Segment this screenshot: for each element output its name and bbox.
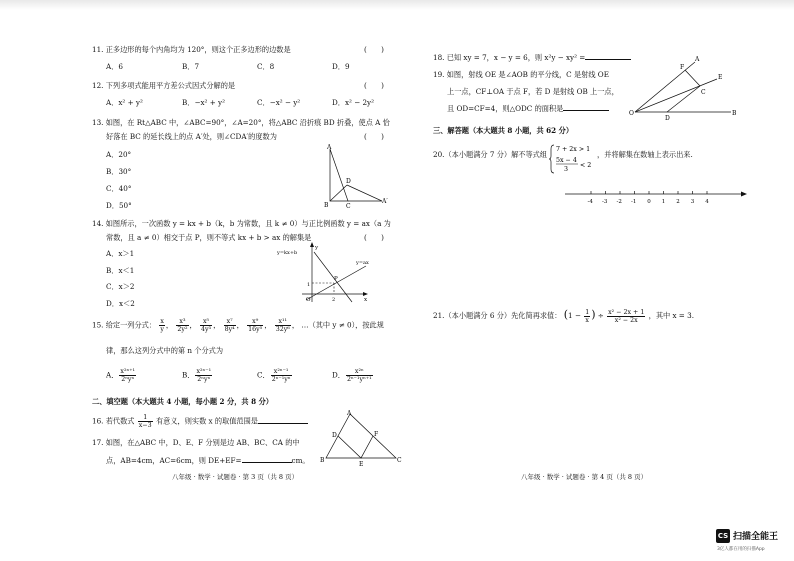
number-line-tick-label: -3 (602, 199, 608, 205)
fig13-label-a: A (327, 144, 332, 151)
fig19-label-a: A (695, 56, 700, 63)
q15-seq-term-5: $\frac{\text{x⁹}}{\text{16y⁵}}$ (248, 318, 263, 333)
camscanner-tagline: 3亿人都在用的扫描App (717, 547, 765, 552)
q16-answer-blank (258, 416, 308, 424)
q15-seq-term-6: $\frac{\text{x¹¹}}{\text{32y⁶}}$ (275, 318, 290, 333)
fig19-label-d: D (665, 115, 670, 120)
camscanner-brand: 扫描全能王 (733, 532, 779, 542)
q20-ineq-2-num: 5x − 4 (556, 157, 577, 164)
fig19-label-b: B (732, 110, 737, 117)
q15-seq-term-4: $\frac{\text{x⁷}}{\text{8y⁴}}$ (224, 318, 235, 333)
q18-answer-blank (585, 52, 631, 60)
q19-stem-line1: 19. 如图，射线 OE 是∠AOB 的平分线，C 是射线 OE (433, 70, 609, 79)
q13-option-d: D．50° (106, 201, 132, 210)
number-line-tick-label: -1 (631, 199, 637, 205)
q13-figure (318, 143, 394, 209)
fig17-label-d: D (332, 432, 337, 439)
q15-seq-term-1: $\frac{x}{y}$ (160, 318, 164, 333)
section-3-heading: 三、解答题（本大题共 8 小题，共 62 分） (433, 126, 574, 135)
q19-answer-blank (563, 103, 609, 111)
fig13-label-a-prime: A′ (382, 198, 388, 205)
fig17-label-b: B (320, 457, 325, 464)
q14-figure (276, 242, 370, 304)
fig13-label-d: D (346, 178, 351, 185)
q21-stem: 21.（本小题满分 6 分）先化简再求值： (1 − $\frac{1}{x}$ ) ÷ $\frac{\text{x² − 2x + 1}}{\text{x² − 2x}}$ ，其中 x = 3. (433, 308, 694, 324)
fig14-label-o: O (306, 297, 311, 303)
fig14-label-y: y (315, 245, 319, 251)
fig14-label-x: x (364, 297, 368, 303)
fig19-label-e: E (718, 74, 723, 81)
number-line-tick-label: 3 (690, 199, 695, 205)
fig14-tick-x2: 2 (332, 297, 336, 303)
q15-seq-term-2: $\frac{\text{x³}}{\text{2y²}}$ (177, 318, 188, 333)
q15-option-c: C． $\frac{\text{x²ⁿ⁻¹}}{\text{2ⁿ⁻¹yⁿ}}$ (257, 368, 291, 383)
q20-ineq-2-den: 3 (564, 166, 569, 173)
q18-stem: 18. 已知 xy = 7，x − y = 6，则 x²y − xy² = (433, 52, 631, 62)
q15-option-a: A． $\frac{\text{x²ⁿ⁺¹}}{\text{2ⁿyⁿ}}$ (106, 368, 136, 383)
q11-option-c: C．8 (257, 62, 275, 71)
q17-stem-line1: 17. 如图，在△ABC 中，D、E、F 分别是边 AB、BC、CA 的中 (92, 438, 300, 447)
fig14-label-line2: y=ax (356, 260, 369, 266)
q11-answer-paren: ( ) (364, 45, 384, 54)
q12-option-b: B．−x² + y² (182, 98, 225, 107)
q13-option-a: A．20° (106, 150, 132, 159)
q13-stem-line1: 13. 如图，在 Rt△ABC 中，∠ABC=90°，∠A=20°，将△ABC 沿折痕 BD 折叠，使点 A 恰 (92, 118, 390, 127)
q20-ineq-1: 7 + 2x > 1 (556, 146, 591, 153)
q12-option-d: D．x² − 2y² (332, 98, 374, 107)
fig14-label-line1: y=kx+b (277, 250, 298, 256)
q14-stem-line1: 14. 如图所示，一次函数 y = kx + b（k，b 为常数，且 k ≠ 0）与正比例函数 y = ax（a 为 (92, 219, 391, 228)
page-3-footer: 八年级 · 数学 · 试题卷 · 第 3 页（共 8 页） (172, 473, 299, 481)
number-line-tick-label: -2 (616, 199, 622, 205)
fig17-label-c: C (397, 457, 402, 464)
q15-option-d: D． $\frac{\text{x²ⁿ}}{\text{2ⁿ⁻¹yⁿ⁺¹}}$ (332, 368, 372, 383)
q13-option-c: C．40° (106, 184, 132, 193)
q20-stem-post: ，并将解集在数轴上表示出来. (597, 150, 693, 159)
q11-stem: 11. 正多边形的每个内角均为 120°，则这个正多边形的边数是 (92, 45, 291, 54)
q20-stem-pre: 20.（本小题满分 7 分）解不等式组 (433, 150, 548, 159)
q19-stem-line2: 上一点，CF⊥OA 于点 F，若 D 是射线 OB 上一点， (447, 87, 619, 96)
q15-stem-line1: 15. 给定一列分式： $\frac{x}{y}$ ， $\frac{\text{x³}}{\text{2y²}}$ ， $\frac{\text{x⁵}}{\text{4y³}}$ ， $\frac{\text{x⁷}}{\text{8y⁴}}$ ， $\frac{\text{x⁹}}{\text{16y⁵}}$ ， $\frac{\text{x¹¹}}{\text{32y⁶}}$ ， …（其中 y ≠ 0），按此规 (92, 318, 384, 333)
q15-stem-line2: 律，那么这列分式中的第 n 个分式为 (106, 346, 224, 355)
fig19-label-c: C (701, 89, 706, 96)
q12-stem: 12. 下列多项式能用平方差公式因式分解的是 (92, 81, 236, 90)
q13-stem-line2: 好落在 BC 的延长线上的点 A′处，则∠CDA′的度数为 (106, 132, 277, 141)
fig17-label-e: E (359, 461, 364, 468)
section-2-heading: 二、填空题（本大题共 4 小题，每小题 2 分，共 8 分） (92, 397, 273, 406)
q20-ineq-2-rhs: < 2 (580, 162, 592, 169)
q11-option-b: B．7 (182, 62, 200, 71)
q14-option-a: A．x＞1 (106, 249, 135, 258)
fig17-label-f: F (374, 431, 379, 438)
q14-option-d: D．x＜2 (106, 299, 135, 308)
page-4 (397, 0, 794, 561)
number-line-tick-label: 1 (661, 199, 666, 205)
q14-answer-paren: ( ) (364, 233, 384, 242)
number-line-tick-label: -4 (587, 199, 593, 205)
q15-option-b: B． $\frac{\text{x²ⁿ⁻¹}}{\text{2ⁿyⁿ}}$ (182, 368, 212, 383)
q16-stem: 16. 若代数式 $\frac{1}{x-3}$ 有意义，则实数 x 的取值范围是 (92, 414, 308, 429)
q14-stem-line2: 常数，且 a ≠ 0）相交于点 P，则不等式 kx + b > ax 的解集是 (106, 233, 312, 242)
number-line-tick-label: 4 (705, 199, 709, 205)
q12-option-a: A．x² + y² (106, 98, 143, 107)
camscanner-logo-icon: CS (716, 529, 730, 543)
number-line-tick-label: 0 (647, 199, 651, 205)
q17-answer-blank (242, 455, 292, 463)
fig14-tick-y1: 1 (307, 282, 311, 288)
page-4-footer: 八年级 · 数学 · 试题卷 · 第 4 页（共 8 页） (521, 473, 648, 481)
q13-option-b: B．30° (106, 167, 132, 176)
q13-answer-paren: ( ) (364, 132, 384, 141)
fig19-label-f: F (680, 64, 685, 71)
fig17-label-a: A (347, 410, 352, 417)
q14-option-c: C．x＞2 (106, 282, 135, 291)
q11-option-d: D．9 (332, 62, 350, 71)
q19-stem-line3: 且 OD=CF=4，则△ODC 的面积是 (447, 103, 609, 113)
q12-answer-paren: ( ) (364, 81, 384, 90)
q20-number-line (563, 188, 749, 206)
q20-inequality-system (549, 143, 599, 175)
q14-option-b: B．x＜1 (106, 266, 135, 275)
q17-figure (320, 410, 402, 468)
fig13-label-c: C (346, 203, 351, 209)
q19-figure (629, 52, 739, 120)
fig14-label-p: P (334, 276, 338, 282)
q11-option-a: A．6 (106, 62, 123, 71)
q15-seq-term-3: $\frac{\text{x⁵}}{\text{4y³}}$ (200, 318, 212, 333)
q12-option-c: C．−x² − y² (257, 98, 301, 107)
q17-stem-line2: 点，AB=4cm，AC=6cm，则 DE+EF= cm。 (106, 456, 310, 465)
fig19-label-o: O (629, 110, 634, 117)
fig13-label-b: B (324, 202, 329, 209)
number-line-tick-label: 2 (676, 199, 680, 205)
